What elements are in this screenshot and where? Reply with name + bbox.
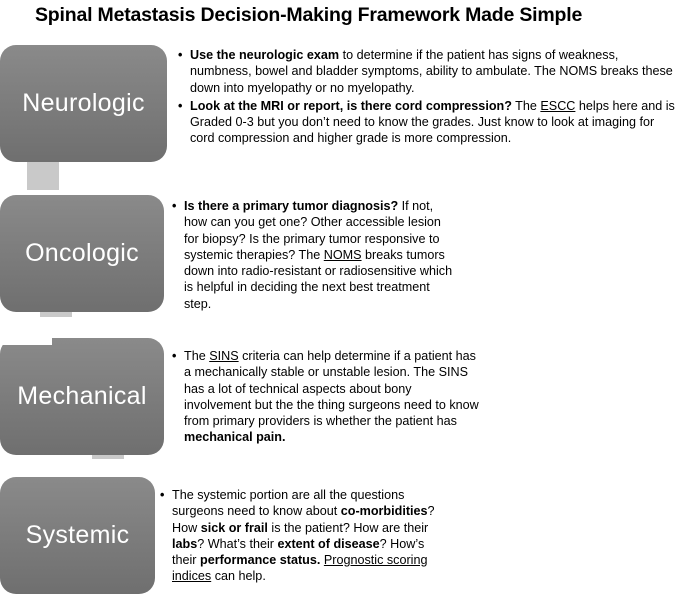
bold-text: sick or frail bbox=[200, 520, 268, 535]
noms-term: NOMS bbox=[323, 247, 362, 262]
bullet-list-oncologic bbox=[172, 198, 457, 312]
bullet-list-neurologic bbox=[178, 47, 678, 147]
text-neurologic bbox=[178, 47, 678, 149]
body-text: to determine if the patient has signs of weakness, numbness, bowel and bladder symptoms, ability to ambulate. The NOMS breaks these down into myelopathy or no myelopathy. bbox=[190, 48, 673, 95]
body-text: ? How’s their bbox=[172, 536, 425, 568]
bullet-list-mechanical bbox=[172, 348, 482, 446]
body-text: criteria can help determine if a patient has a mechanically stable or unstable lesion. The SINS has a lot of technical aspects about bony involvement but the the thing surgeons need to know from primary providers is whether the patient has bbox=[184, 349, 479, 429]
text-systemic bbox=[160, 487, 440, 587]
bullet-primary-tumor bbox=[172, 198, 457, 312]
box-label-systemic: Systemic bbox=[25, 521, 130, 549]
prognostic-indices-term: Prognostic scoring indices bbox=[172, 553, 428, 584]
body-text: can help. bbox=[211, 569, 266, 584]
body-text: The bbox=[511, 98, 541, 113]
body-text: If not, how can you get one? Other accessible lesion for biopsy? Is the primary tumor responsive to systemic therapies? The bbox=[184, 199, 441, 262]
bullet-sins bbox=[172, 348, 482, 446]
connector-neurologic-oncologic bbox=[27, 162, 59, 190]
bold-text: performance status. bbox=[200, 553, 321, 568]
box-neurologic bbox=[0, 45, 167, 162]
diagram-title: Spinal Metastasis Decision-Making Framework Made Simple bbox=[35, 4, 583, 26]
bold-text: Look at the MRI or report, is there cord compression? bbox=[190, 98, 512, 113]
text-oncologic bbox=[172, 198, 457, 314]
bold-text: labs bbox=[172, 536, 198, 551]
bullet-mri-compression bbox=[178, 98, 678, 147]
bullet-list-systemic bbox=[160, 487, 440, 585]
bullet-systemic bbox=[160, 487, 440, 585]
box-mechanical-notch bbox=[0, 335, 52, 345]
body-text: is the patient? How are their bbox=[267, 520, 429, 535]
bold-text: extent of disease bbox=[277, 536, 380, 551]
body-text: The systemic portion are all the questions surgeons need to know about bbox=[172, 488, 405, 519]
box-oncologic bbox=[0, 195, 164, 312]
sins-term: SINS bbox=[209, 349, 239, 363]
bold-text: co-morbidities bbox=[340, 504, 428, 519]
text-mechanical bbox=[172, 348, 482, 448]
box-label-mechanical: Mechanical bbox=[17, 382, 147, 410]
box-systemic bbox=[0, 477, 155, 594]
bullet-neurologic-exam bbox=[178, 47, 678, 96]
bold-text: Is there a primary tumor diagnosis? bbox=[184, 199, 399, 213]
body-text: ? What’s their bbox=[197, 536, 278, 551]
escc-term: ESCC bbox=[540, 98, 576, 113]
body-text: breaks tumors down into radio-resistant or radiosensitive which is helpful in deciding the next best treatment step. bbox=[184, 247, 453, 311]
bold-text: Use the neurologic exam bbox=[190, 48, 340, 62]
bold-text: mechanical pain. bbox=[184, 430, 286, 445]
body-text: The bbox=[184, 349, 210, 363]
body-text: ? How bbox=[172, 504, 435, 535]
body-text: helps here and is Graded 0-3 but you don’t need to know the grades. Just know to look at imaging for cord compression and higher grade is more compression. bbox=[190, 98, 675, 146]
box-mechanical bbox=[0, 338, 164, 455]
box-label-oncologic: Oncologic bbox=[25, 239, 139, 267]
connector-oncologic-mechanical bbox=[40, 312, 72, 317]
box-label-neurologic: Neurologic bbox=[22, 89, 145, 117]
